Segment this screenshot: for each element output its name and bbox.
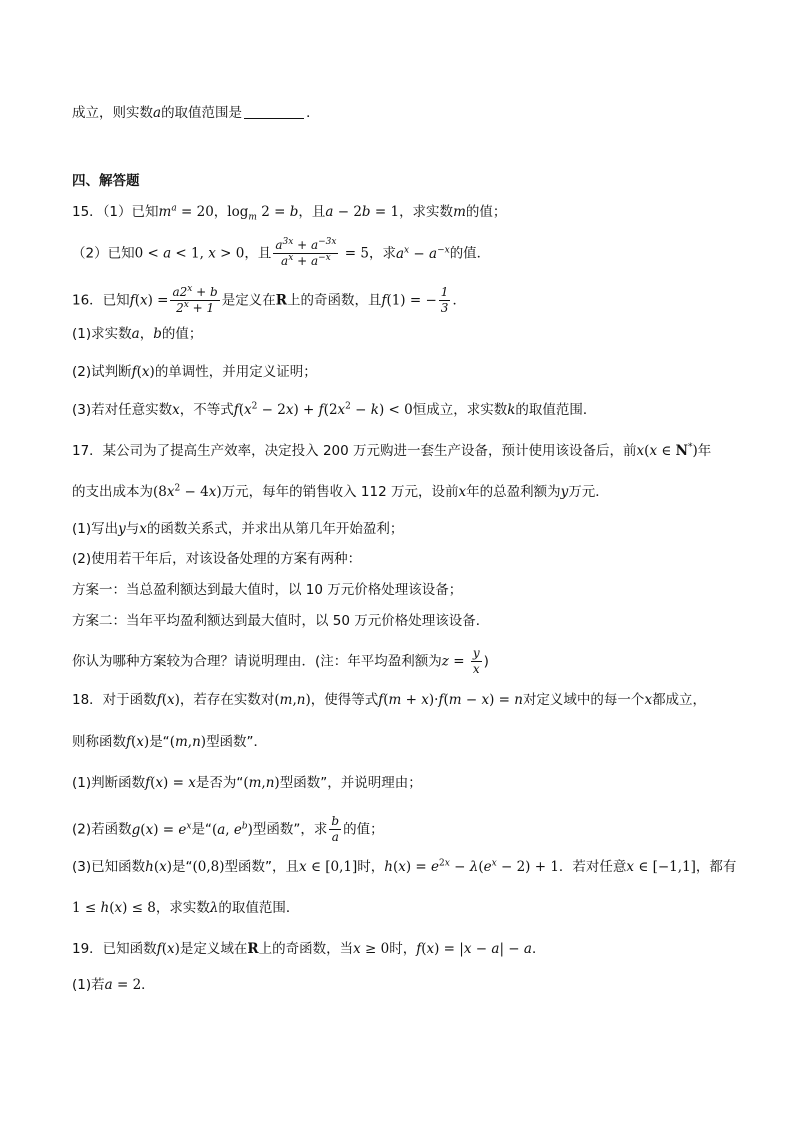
math: $f(x^2 - 2x) + f(2x^2 - k) < 0$ [233,401,413,418]
text: 18．对于函数 [72,692,157,708]
line-range-question [72,102,320,124]
text: 是定义域在 [179,941,248,957]
fraction: $\frac{a2^x + b}{2^x + 1}$ [172,284,218,315]
math: f [131,364,137,380]
answer-blank[interactable] [244,118,304,119]
text: (1)若 [72,977,105,993]
q19-part1 [72,974,155,996]
q18-part3 [72,856,736,878]
text: 的支出成本为 [72,484,153,500]
math: x [139,521,147,537]
math: − 2b = 1 [333,204,400,220]
text: ． [452,292,466,309]
math: a [153,105,162,121]
text: 上的奇函数，且 [286,292,382,309]
math: x ∈ [−1,1] [626,859,696,875]
text: （2）已知 [72,245,135,262]
text: 型函数”，并说明理由； [279,775,422,791]
text: 的值； [465,204,507,220]
fraction: $\frac{b}{a}$ [331,814,340,844]
math: f [129,292,135,309]
text: 你认为哪种方案较为合理？请说明理由．(注：年平均盈利额为 [72,653,442,670]
text: 的值； [161,326,203,342]
fraction: $\frac{a^{3x} + a^{-3x}}{a^x + a^{-x}}$ [275,237,337,268]
math: f(x) = x [145,775,196,791]
text: 万元，每年的销售收入 112 万元，设前 [221,484,459,500]
math: f(x) [156,941,180,957]
text: 时， [357,859,385,875]
math: λ [209,900,219,916]
q17-stem-line2 [72,481,609,503]
text: 是定义在 [221,292,276,309]
text: ，求 [368,245,396,262]
math: b [153,326,162,342]
q17-part2: (2)使用若干年后，对该设备处理的方案有两种： [72,551,362,567]
math: (m,n) [243,775,280,791]
text: (3)若对任意实数 [72,402,173,418]
text: 型函数”． [206,734,268,750]
text: 年 [697,443,712,459]
math: $a^x - a^{-x}$ [395,245,450,262]
text: 恒成立，求实数 [412,402,508,418]
text: 是否为“ [195,775,244,791]
math: x [172,402,180,418]
section-heading: 四、解答题 [72,173,140,189]
text: 上的奇函数，当 [258,941,354,957]
text: ) [483,653,489,670]
text: 型函数”，求 [252,821,328,838]
math: = 20 [176,204,214,220]
math: $h(x) = e^{2x} - \lambda(e^x - 2) + 1$ [384,858,559,875]
text: 成立，则实数 [72,105,153,121]
q17-plan2: 方案二：当年平均盈利额达到最大值时，以 50 万元价格处理该设备． [72,613,490,629]
q18-part3-cont [72,897,299,919]
math: R [275,292,287,309]
text: ，且 [244,245,272,262]
text: 都成立， [652,692,707,708]
text: ． [141,977,155,993]
math: f(x) [126,734,150,750]
text: ． [306,105,320,121]
text: 是“ [149,734,170,750]
math: f(x) = |x − a| − a [416,941,532,957]
q15-part1 [72,201,506,223]
q17-plan1: 方案一：当总盈利额达到最大值时，以 10 万元价格处理该设备； [72,582,463,598]
math: h(x) [145,859,173,875]
text: ，不等式 [179,402,234,418]
math: x [458,484,467,500]
q19-stem [72,938,545,960]
text: ，若存在实数对 [179,692,275,708]
q17-part1 [72,518,403,540]
math: (1) = − [386,292,437,309]
q15-part2 [72,238,490,269]
math: (x) [136,364,155,380]
math: z [441,653,449,670]
text: ，使得等式 [310,692,379,708]
math: $g(x) = e^x$ [131,821,192,838]
math: f [381,292,387,309]
math: x ∈ [0,1] [299,859,358,875]
math: 1 ≤ h(x) ≤ 8 [72,900,156,916]
text: ，都有 [695,859,737,875]
q16-part1 [72,323,202,345]
text: (2)若函数 [72,821,132,838]
fraction: $\frac{1}{3}$ [440,285,449,315]
text: 19．已知函数 [72,941,157,957]
question-number: 16．已知 [72,292,130,309]
q16-stem [72,285,466,316]
math: $(8x^2 - 4x)$ [153,483,222,500]
text: 的取值范围． [515,402,597,418]
math: = [448,653,469,670]
math: 0 < a < 1, x > 0 [134,245,245,262]
text: 的取值范围． [218,900,300,916]
q18-stem-line1 [72,689,706,711]
math: $\log_m 2 = b$ [227,204,299,223]
text: (1)判断函数 [72,775,146,791]
text: ，求实数 [155,900,210,916]
text: 的取值范围是 [161,105,243,121]
math: m [453,204,466,220]
math: a = 2 [104,977,142,993]
q17-part3 [72,646,489,677]
math: (x) = [134,292,169,309]
fraction: $\frac{y}{x}$ [472,646,480,676]
math: (0,8) [192,859,225,875]
math: a [131,326,140,342]
math: y [118,521,126,537]
text: (2)试判断 [72,364,132,380]
question-number: 15． [72,204,103,220]
math: = 5 [340,245,369,262]
text: ， [139,326,154,342]
math: (a, $e^b$) [211,821,253,838]
text: 的单调性，并用定义证明； [154,364,317,380]
text: ， [213,204,228,220]
text: 的值． [449,245,491,262]
q16-part2 [72,361,317,383]
text: 17．某公司为了提高生产效率，决定投入 200 万元购进一套生产设备，预计使用该设备后，前 [72,443,637,459]
text: (1)写出 [72,521,119,537]
math: x ≥ 0 [353,941,390,957]
math: a [325,204,334,220]
text: 型函数”，且 [224,859,300,875]
text: （1）已知 [102,204,159,220]
math: f(x) [156,692,180,708]
text: (1)求实数 [72,326,132,342]
text: 是“ [191,821,212,838]
math: y [560,484,569,500]
q16-part3 [72,399,596,421]
math: x(x ∈ N*) [636,442,698,459]
text: ，求实数 [399,204,454,220]
text: 对定义域中的每一个 [522,692,645,708]
text: 则称函数 [72,734,126,750]
text: 的函数关系式，并求出从第几年开始盈利； [146,521,404,537]
math: k [507,402,516,418]
q18-stem-line2 [72,731,267,753]
text: 年的总盈利额为 [466,484,561,500]
math: x [644,692,653,708]
q18-part1 [72,772,422,794]
text: 万元． [568,484,609,500]
math: R [247,941,259,957]
text: ． [531,941,546,957]
text: 是“ [172,859,193,875]
q17-stem-line1 [72,440,711,462]
q18-part2 [72,814,384,845]
math: (m,n) [274,692,311,708]
math: (m,n) [169,734,207,750]
math: $m^a$ [158,203,177,220]
text: 与 [125,521,140,537]
math: f(m + x)·f(m − x) = n [378,692,523,708]
text: (3)已知函数 [72,859,146,875]
text: 的值； [343,821,384,838]
text: 时， [389,941,417,957]
text: ，且 [298,204,326,220]
text: ．若对任意 [558,859,627,875]
